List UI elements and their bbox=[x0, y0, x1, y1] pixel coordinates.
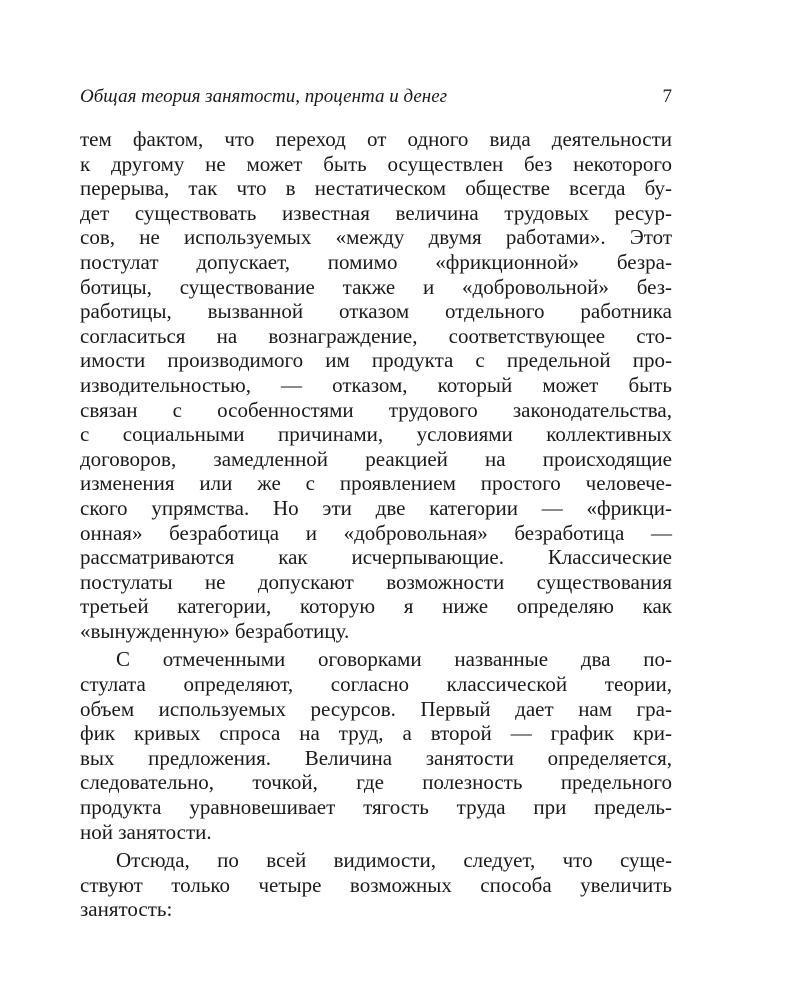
body-text bbox=[80, 127, 672, 922]
text-line: рассматриваются как исчерпывающие. Классические bbox=[80, 545, 672, 570]
text-line: тем фактом, что переход от одного вида деятельности bbox=[80, 127, 672, 151]
text-line: связан с особенностями трудового законодательства, bbox=[80, 397, 672, 422]
text-line: ботицы, существование также и «добровольной» без- bbox=[80, 274, 672, 299]
text-line: дет существовать известная величина трудовых ресур- bbox=[80, 200, 672, 225]
running-title: Общая теория занятости, процента и денег bbox=[80, 86, 448, 107]
text-line: вых предложения. Величина занятости определяется, bbox=[80, 745, 672, 770]
text-line: третьей категории, которую я ниже определяю как bbox=[80, 594, 672, 619]
text-line: ной занятости. bbox=[80, 819, 212, 844]
text-line: согласиться на вознаграждение, соответствующее сто- bbox=[80, 323, 672, 348]
text-line: работицы, вызванной отказом отдельного работника bbox=[80, 299, 672, 324]
text-line: имости производимого им продукта с предельной про- bbox=[80, 348, 672, 373]
text-line: к другому не может быть осуществлен без некоторого bbox=[80, 151, 672, 176]
page-number: 7 bbox=[662, 86, 672, 107]
text-line: стулата определяют, согласно классической теории, bbox=[80, 672, 672, 697]
text-line: ского упрямства. Но эти две категории — «фрикци- bbox=[80, 495, 672, 520]
text-line: с социальными причинами, условиями коллективных bbox=[80, 422, 672, 447]
text-line: фик кривых спроса на труд, а второй — график кри- bbox=[80, 721, 672, 746]
text-line: изменения или же с проявлением простого человече- bbox=[80, 471, 672, 496]
text-line: занятость: bbox=[80, 897, 173, 922]
text-line: Отсюда, по всей видимости, следует, что суще- bbox=[116, 848, 672, 873]
text-line: «вынужденную» безработицу. bbox=[80, 618, 350, 643]
text-line: продукта уравновешивает тягость труда при предель- bbox=[80, 795, 672, 820]
text-line: перерыва, так что в нестатическом обществе всегда бу- bbox=[80, 176, 672, 201]
paragraph-3 bbox=[80, 848, 672, 922]
text-line: сов, не используемых «между двумя работами». Этот bbox=[80, 225, 672, 250]
text-line: договоров, замедленной реакцией на происходящие bbox=[80, 446, 672, 471]
page-header bbox=[80, 84, 672, 110]
text-line: следовательно, точкой, где полезность предельного bbox=[80, 770, 672, 795]
text-line: ствуют только четыре возможных способа увеличить bbox=[80, 872, 672, 897]
text-line: объем используемых ресурсов. Первый дает нам гра- bbox=[80, 696, 672, 721]
text-line: С отмеченными оговорками названные два по- bbox=[116, 647, 672, 672]
text-line: онная» безработица и «добровольная» безработица — bbox=[80, 520, 672, 545]
text-line: изводительностью, — отказом, который может быть bbox=[80, 372, 672, 397]
text-line: постулат допускает, помимо «фрикционной» безра- bbox=[80, 249, 672, 274]
text-line: постулаты не допускают возможности существования bbox=[80, 569, 672, 594]
paragraph-2 bbox=[80, 647, 672, 844]
paragraph-1 bbox=[80, 127, 672, 643]
